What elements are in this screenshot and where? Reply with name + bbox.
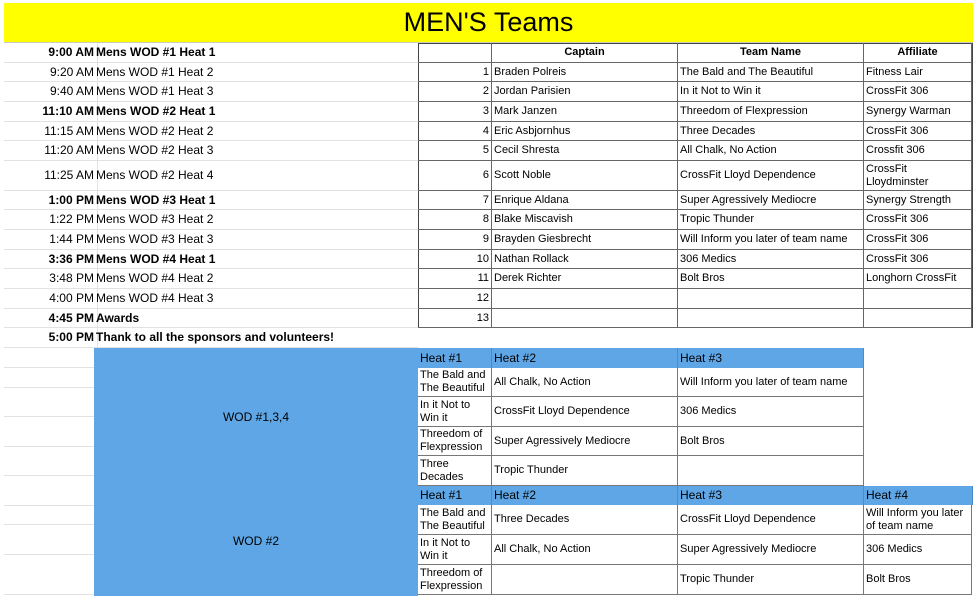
team-captain[interactable]: Cecil Shresta <box>492 141 678 161</box>
team-number[interactable]: 4 <box>418 122 492 141</box>
schedule-time[interactable]: 4:00 PM <box>4 289 98 309</box>
wod134-heat-cell[interactable]: All Chalk, No Action <box>492 368 678 397</box>
team-affiliate[interactable]: Longhorn CrossFit <box>864 269 972 289</box>
schedule-time[interactable]: 9:40 AM <box>4 82 98 102</box>
team-name[interactable]: The Bald and The Beautiful <box>678 63 864 82</box>
grid-cell <box>4 348 94 368</box>
schedule-time[interactable]: 9:00 AM <box>4 43 98 63</box>
wod2-heat-header[interactable]: Heat #1 <box>418 486 492 505</box>
team-name[interactable]: Tropic Thunder <box>678 210 864 230</box>
team-name[interactable]: Three Decades <box>678 122 864 141</box>
sheet-title[interactable]: MEN'S Teams <box>4 3 973 43</box>
team-number[interactable]: 3 <box>418 102 492 122</box>
schedule-event[interactable]: Mens WOD #2 Heat 1 <box>94 102 418 122</box>
grid-cell <box>4 505 94 525</box>
team-name[interactable] <box>678 309 864 328</box>
wod134-heat-header[interactable]: Heat #3 <box>678 348 864 368</box>
team-name[interactable]: Super Agressively Mediocre <box>678 191 864 210</box>
schedule-time[interactable]: 11:15 AM <box>4 122 98 141</box>
team-number[interactable]: 9 <box>418 230 492 250</box>
wod2-heat-cell[interactable]: 306 Medics <box>864 535 972 565</box>
team-number[interactable]: 8 <box>418 210 492 230</box>
wod2-heat-cell[interactable] <box>492 565 678 595</box>
team-number[interactable]: 1 <box>418 63 492 82</box>
team-number[interactable]: 11 <box>418 269 492 289</box>
schedule-time[interactable]: 9:20 AM <box>4 63 98 82</box>
team-name[interactable]: Threedom of Flexpression <box>678 102 864 122</box>
wod134-heat-cell[interactable] <box>678 456 864 486</box>
team-captain[interactable]: Eric Asbjornhus <box>492 122 678 141</box>
team-captain[interactable] <box>492 289 678 309</box>
schedule-time[interactable]: 5:00 PM <box>4 328 98 348</box>
team-captain[interactable]: Brayden Giesbrecht <box>492 230 678 250</box>
schedule-event[interactable]: Mens WOD #1 Heat 3 <box>94 82 418 102</box>
schedule-event[interactable]: Mens WOD #1 Heat 2 <box>94 63 418 82</box>
teams-header[interactable]: Captain <box>492 43 678 63</box>
team-affiliate[interactable]: Crossfit 306 <box>864 141 972 161</box>
wod134-heat-cell[interactable]: Bolt Bros <box>678 427 864 456</box>
team-affiliate[interactable] <box>864 309 972 328</box>
team-captain[interactable]: Enrique Aldana <box>492 191 678 210</box>
schedule-event[interactable]: Thank to all the sponsors and volunteers! <box>94 328 418 348</box>
schedule-event[interactable]: Mens WOD #3 Heat 1 <box>94 191 418 210</box>
team-captain[interactable]: Scott Noble <box>492 161 678 191</box>
wod2-label: WOD #2 <box>232 533 279 548</box>
schedule-event[interactable]: Mens WOD #4 Heat 3 <box>94 289 418 309</box>
schedule-time[interactable]: 11:25 AM <box>4 161 98 191</box>
team-captain[interactable]: Jordan Parisien <box>492 82 678 102</box>
team-affiliate[interactable]: Synergy Warman <box>864 102 972 122</box>
schedule-event[interactable]: Mens WOD #2 Heat 2 <box>94 122 418 141</box>
wod2-heat-cell[interactable]: Three Decades <box>492 505 678 535</box>
team-number[interactable]: 10 <box>418 250 492 269</box>
wod134-label: WOD #1,3,4 <box>222 409 290 424</box>
wod2-heat-cell[interactable]: Bolt Bros <box>864 565 972 595</box>
teams-header[interactable]: Affiliate <box>864 43 972 63</box>
schedule-time[interactable]: 1:44 PM <box>4 230 98 250</box>
team-affiliate[interactable]: CrossFit 306 <box>864 210 972 230</box>
grid-cell <box>4 565 94 595</box>
schedule-time[interactable]: 3:48 PM <box>4 269 98 289</box>
schedule-time[interactable]: 11:10 AM <box>4 102 98 122</box>
team-number[interactable]: 2 <box>418 82 492 102</box>
wod134-heat-cell[interactable]: In it Not to Win it <box>418 397 492 427</box>
team-name[interactable] <box>678 289 864 309</box>
wod2-heat-cell[interactable]: All Chalk, No Action <box>492 535 678 565</box>
wod134-heat-header[interactable]: Heat #2 <box>492 348 678 368</box>
grid-cell <box>4 486 94 506</box>
team-affiliate[interactable]: Fitness Lair <box>864 63 972 82</box>
schedule-event[interactable]: Mens WOD #4 Heat 2 <box>94 269 418 289</box>
teams-header[interactable]: Team Name <box>678 43 864 63</box>
wod134-heat-cell[interactable]: Three Decades <box>418 456 492 486</box>
wod134-heat-cell[interactable]: The Bald and The Beautiful <box>418 368 492 397</box>
wod134-heat-cell[interactable]: Super Agressively Mediocre <box>492 427 678 456</box>
schedule-time[interactable]: 1:22 PM <box>4 210 98 230</box>
team-affiliate[interactable]: CrossFit 306 <box>864 230 972 250</box>
wod2-heat-cell[interactable]: Threedom of Flexpression <box>418 565 492 595</box>
team-affiliate[interactable]: CrossFit 306 <box>864 82 972 102</box>
team-name[interactable]: All Chalk, No Action <box>678 141 864 161</box>
team-number[interactable]: 6 <box>418 161 492 191</box>
team-affiliate[interactable] <box>864 289 972 309</box>
schedule-time[interactable]: 3:36 PM <box>4 250 98 269</box>
schedule-event[interactable]: Mens WOD #4 Heat 1 <box>94 250 418 269</box>
team-name[interactable]: In it Not to Win it <box>678 82 864 102</box>
wod2-heat-header[interactable]: Heat #2 <box>492 486 678 505</box>
team-name[interactable]: Bolt Bros <box>678 269 864 289</box>
team-captain[interactable]: Mark Janzen <box>492 102 678 122</box>
grid-cell <box>4 368 94 388</box>
wod2-heat-cell[interactable]: Super Agressively Mediocre <box>678 535 864 565</box>
team-name[interactable]: CrossFit Lloyd Dependence <box>678 161 864 191</box>
team-name[interactable]: 306 Medics <box>678 250 864 269</box>
team-number[interactable]: 13 <box>418 309 492 328</box>
team-name[interactable]: Will Inform you later of team name <box>678 230 864 250</box>
grid-cell <box>4 456 94 476</box>
grid-cell <box>4 535 94 555</box>
wod134-heat-cell[interactable]: 306 Medics <box>678 397 864 427</box>
schedule-event[interactable]: Mens WOD #3 Heat 2 <box>94 210 418 230</box>
wod2-heat-cell[interactable]: Will Inform you later of team name <box>864 505 972 535</box>
schedule-time[interactable]: 4:45 PM <box>4 309 98 328</box>
wod2-heat-cell[interactable]: CrossFit Lloyd Dependence <box>678 505 864 535</box>
wod134-heat-cell[interactable]: Will Inform you later of team name <box>678 368 864 397</box>
team-number[interactable]: 7 <box>418 191 492 210</box>
team-number[interactable]: 12 <box>418 289 492 309</box>
teams-header[interactable] <box>418 43 492 63</box>
schedule-event[interactable]: Mens WOD #3 Heat 3 <box>94 230 418 250</box>
team-captain[interactable]: Derek Richter <box>492 269 678 289</box>
wod2-heat-cell[interactable]: Tropic Thunder <box>678 565 864 595</box>
wod134-heat-cell[interactable]: Tropic Thunder <box>492 456 678 486</box>
team-captain[interactable]: Braden Polreis <box>492 63 678 82</box>
grid-cell <box>4 427 94 447</box>
team-captain[interactable]: Blake Miscavish <box>492 210 678 230</box>
team-number[interactable]: 5 <box>418 141 492 161</box>
team-captain[interactable]: Nathan Rollack <box>492 250 678 269</box>
schedule-event[interactable]: Mens WOD #2 Heat 3 <box>94 141 418 161</box>
team-captain[interactable] <box>492 309 678 328</box>
schedule-event[interactable]: Mens WOD #1 Heat 1 <box>94 43 418 63</box>
wod134-heat-header[interactable]: Heat #1 <box>418 348 492 368</box>
grid-cell <box>4 397 94 417</box>
team-affiliate[interactable]: CrossFit 306 <box>864 250 972 269</box>
team-affiliate[interactable]: Synergy Strength <box>864 191 972 210</box>
team-affiliate[interactable]: CrossFit Lloydminster <box>864 161 972 191</box>
schedule-time[interactable]: 1:00 PM <box>4 191 98 210</box>
wod2-heat-header[interactable]: Heat #4 <box>864 486 973 505</box>
schedule-event[interactable]: Mens WOD #2 Heat 4 <box>94 161 418 191</box>
schedule-time[interactable]: 11:20 AM <box>4 141 98 161</box>
schedule-event[interactable]: Awards <box>94 309 418 328</box>
wod2-heat-header[interactable]: Heat #3 <box>678 486 864 505</box>
wod134-heat-cell[interactable]: CrossFit Lloyd Dependence <box>492 397 678 427</box>
wod2-heat-cell[interactable]: The Bald and The Beautiful <box>418 505 492 535</box>
team-affiliate[interactable]: CrossFit 306 <box>864 122 972 141</box>
wod134-heat-cell[interactable]: Threedom of Flexpression <box>418 427 492 456</box>
wod2-heat-cell[interactable]: In it Not to Win it <box>418 535 492 565</box>
